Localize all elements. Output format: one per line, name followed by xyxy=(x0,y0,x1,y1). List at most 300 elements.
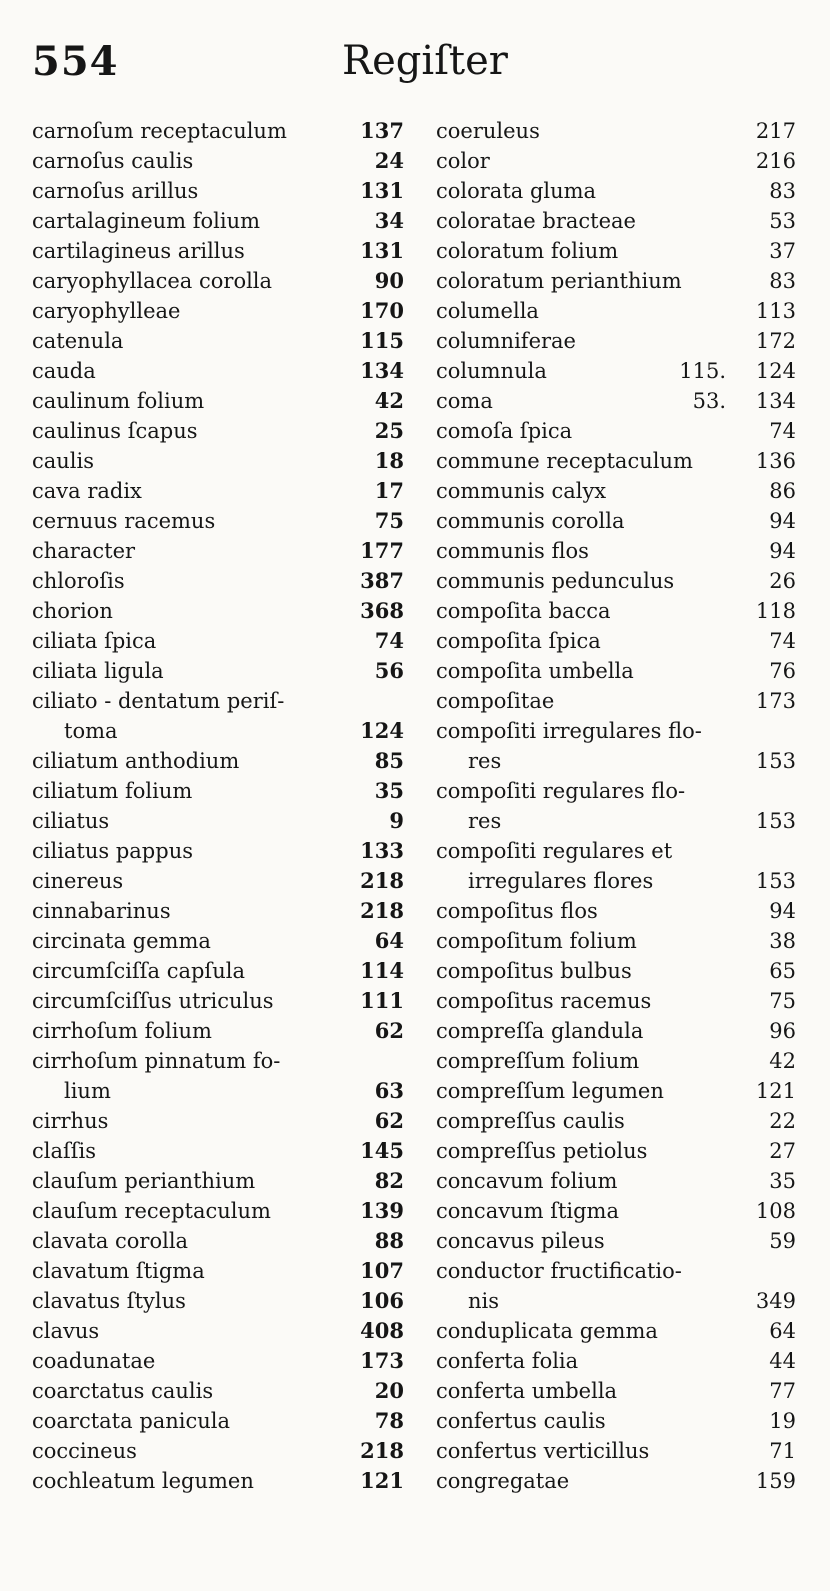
index-line xyxy=(32,896,404,926)
page-reference: 42 xyxy=(769,1049,796,1073)
index-entry xyxy=(436,206,796,236)
page-reference: 63 xyxy=(374,1078,404,1103)
index-line xyxy=(32,176,404,206)
page-reference: 153 xyxy=(755,869,796,893)
index-term: carnoſum receptaculum xyxy=(32,119,287,143)
index-line xyxy=(436,776,796,806)
index-term: catenula xyxy=(32,329,124,353)
index-term: lium xyxy=(64,1079,111,1103)
index-entry xyxy=(32,806,404,836)
page-reference: 35 xyxy=(374,778,404,803)
page-reference: 24 xyxy=(374,148,404,173)
page-reference: 177 xyxy=(360,538,404,563)
index-term: conferta umbella xyxy=(436,1379,618,1403)
index-line xyxy=(436,1076,796,1106)
index-line xyxy=(436,296,796,326)
index-entry xyxy=(32,1316,404,1346)
index-line xyxy=(436,596,796,626)
page-reference: 139 xyxy=(360,1198,404,1223)
index-entry xyxy=(436,146,796,176)
index-term: clavatus ſtylus xyxy=(32,1289,186,1313)
index-entry xyxy=(436,956,796,986)
page-reference: 22 xyxy=(769,1109,796,1133)
page-reference: 64 xyxy=(769,1319,796,1343)
page-reference: 90 xyxy=(374,268,404,293)
page-reference: 114 xyxy=(360,958,404,983)
index-line xyxy=(436,476,796,506)
index-entry xyxy=(436,416,796,446)
page-reference: 74 xyxy=(769,629,796,653)
index-term: compoſitus racemus xyxy=(436,989,652,1013)
index-entry xyxy=(32,446,404,476)
index-entry xyxy=(32,1046,404,1106)
index-term: concavum folium xyxy=(436,1169,618,1193)
page-reference: 170 xyxy=(360,298,404,323)
index-entry xyxy=(32,236,404,266)
index-entry xyxy=(436,1016,796,1046)
index-term: ciliatus xyxy=(32,809,110,833)
page-reference: 78 xyxy=(374,1408,404,1433)
index-line xyxy=(32,926,404,956)
index-column-right xyxy=(436,116,796,1496)
index-entry xyxy=(32,206,404,236)
index-term: columella xyxy=(436,299,539,323)
index-entry xyxy=(32,626,404,656)
page-reference: 134 xyxy=(360,358,404,383)
index-term: caulinus ſcapus xyxy=(32,419,198,443)
index-term: cauda xyxy=(32,359,96,383)
index-term: conduplicata gemma xyxy=(436,1319,658,1343)
index-entry xyxy=(32,296,404,326)
page-reference: 136 xyxy=(755,449,796,473)
page-reference: 121 xyxy=(755,1079,796,1103)
index-line xyxy=(32,506,404,536)
index-entry xyxy=(32,356,404,386)
index-line xyxy=(32,566,404,596)
index-term: compreſſa glandula xyxy=(436,1019,644,1043)
index-line xyxy=(32,1376,404,1406)
index-term: coarctatus caulis xyxy=(32,1379,214,1403)
index-line xyxy=(32,986,404,1016)
index-term: chorion xyxy=(32,599,113,623)
index-line xyxy=(436,1346,796,1376)
index-entry xyxy=(436,1166,796,1196)
index-term: conferta folia xyxy=(436,1349,579,1373)
page-reference: 173 xyxy=(360,1348,404,1373)
page-number: 554 xyxy=(32,38,119,85)
index-entry xyxy=(32,386,404,416)
page-reference: 131 xyxy=(360,178,404,203)
page-reference: 94 xyxy=(769,539,796,563)
index-term: irregulares flores xyxy=(468,869,654,893)
index-entry xyxy=(436,1106,796,1136)
page-reference: 153 xyxy=(755,749,796,773)
index-line xyxy=(32,746,404,776)
index-line xyxy=(32,446,404,476)
index-line xyxy=(436,656,796,686)
index-line xyxy=(436,926,796,956)
index-entry xyxy=(436,1076,796,1106)
index-entry xyxy=(436,1046,796,1076)
page-reference: 75 xyxy=(769,989,796,1013)
page-reference: 387 xyxy=(360,568,404,593)
index-term: circumſciſſa capſula xyxy=(32,959,245,983)
index-entry xyxy=(436,236,796,266)
index-line xyxy=(436,896,796,926)
index-entry xyxy=(32,1256,404,1286)
index-line xyxy=(32,776,404,806)
index-term: compoſitum folium xyxy=(436,929,637,953)
page-reference: 133 xyxy=(360,838,404,863)
index-term: coma xyxy=(436,389,493,413)
index-term: clauſum receptaculum xyxy=(32,1199,271,1223)
index-line xyxy=(436,1286,796,1316)
page-reference: 86 xyxy=(769,479,796,503)
index-term: columniferae xyxy=(436,329,576,353)
page-reference: 96 xyxy=(769,1019,796,1043)
index-line xyxy=(436,1166,796,1196)
index-line xyxy=(32,1346,404,1376)
page-reference: 153 xyxy=(755,809,796,833)
page-reference: 218 xyxy=(360,898,404,923)
index-line xyxy=(32,266,404,296)
index-term: carnoſus arillus xyxy=(32,179,199,203)
index-term: compoſiti regulares et xyxy=(436,839,673,863)
index-entry xyxy=(32,1196,404,1226)
page-reference: 19 xyxy=(769,1409,796,1433)
index-term: colorata gluma xyxy=(436,179,597,203)
index-line xyxy=(436,1376,796,1406)
index-entry xyxy=(436,1436,796,1466)
index-term: columnula xyxy=(436,359,547,383)
page-reference: 124 xyxy=(360,718,404,743)
index-term: compoſitus flos xyxy=(436,899,598,923)
index-term: compoſitae xyxy=(436,689,555,713)
index-term: clauſum perianthium xyxy=(32,1169,256,1193)
index-line xyxy=(32,956,404,986)
index-line xyxy=(32,476,404,506)
index-term: caulinum folium xyxy=(32,389,205,413)
page-reference: 218 xyxy=(360,868,404,893)
index-line xyxy=(32,236,404,266)
index-term: coloratum folium xyxy=(436,239,619,263)
index-term: commune receptaculum xyxy=(436,449,693,473)
index-term: cirrhoſum pinnatum fo- xyxy=(32,1049,281,1073)
index-term: carnoſus caulis xyxy=(32,149,194,173)
index-entry xyxy=(436,986,796,1016)
index-entry xyxy=(32,536,404,566)
page-reference: 74 xyxy=(769,419,796,443)
index-line xyxy=(436,866,796,896)
index-term: cirrhoſum folium xyxy=(32,1019,212,1043)
index-line xyxy=(436,806,796,836)
page-reference: 145 xyxy=(360,1138,404,1163)
index-entry xyxy=(436,776,796,836)
index-entry xyxy=(32,1466,404,1496)
index-entry xyxy=(436,1226,796,1256)
index-line xyxy=(436,326,796,356)
index-term: caulis xyxy=(32,449,95,473)
index-term: communis flos xyxy=(436,539,589,563)
page-reference: 172 xyxy=(755,329,796,353)
page-reference: 20 xyxy=(374,1378,404,1403)
index-line xyxy=(32,1406,404,1436)
index-term: comoſa ſpica xyxy=(436,419,573,443)
index-entry xyxy=(32,176,404,206)
index-term: ciliata ſpica xyxy=(32,629,157,653)
index-term: caryophyllacea corolla xyxy=(32,269,273,293)
index-line xyxy=(436,506,796,536)
index-term: communis calyx xyxy=(436,479,607,503)
index-entry xyxy=(32,776,404,806)
index-term: ciliatum anthodium xyxy=(32,749,240,773)
index-line xyxy=(436,206,796,236)
index-term: ciliatus pappus xyxy=(32,839,193,863)
index-line xyxy=(436,1136,796,1166)
index-term: coloratum perianthium xyxy=(436,269,682,293)
index-line xyxy=(436,386,796,416)
index-line xyxy=(436,536,796,566)
index-entry xyxy=(436,1256,796,1316)
index-line xyxy=(32,206,404,236)
index-entry xyxy=(436,266,796,296)
index-entry xyxy=(32,1136,404,1166)
index-entry xyxy=(436,596,796,626)
index-entry xyxy=(32,686,404,746)
index-line xyxy=(32,1196,404,1226)
index-line xyxy=(32,1436,404,1466)
page-reference: 75 xyxy=(374,508,404,533)
page-reference: 118 xyxy=(755,599,796,623)
index-term: compoſiti irregulares flo- xyxy=(436,719,702,743)
page-reference: 65 xyxy=(769,959,796,983)
index-term: circinata gemma xyxy=(32,929,211,953)
page-reference: 44 xyxy=(769,1349,796,1373)
page-reference: 38 xyxy=(769,929,796,953)
page-reference: 217 xyxy=(755,119,796,143)
page-reference: 131 xyxy=(360,238,404,263)
index-term: color xyxy=(436,149,490,173)
index-line xyxy=(436,416,796,446)
index-term: concavum ſtigma xyxy=(436,1199,619,1223)
index-term: ciliata ligula xyxy=(32,659,164,683)
index-line xyxy=(436,266,796,296)
index-entry xyxy=(436,1406,796,1436)
index-line xyxy=(436,1016,796,1046)
index-entry xyxy=(436,296,796,326)
index-line xyxy=(32,1106,404,1136)
index-term: confertus verticillus xyxy=(436,1439,650,1463)
page-reference: 64 xyxy=(374,928,404,953)
index-line xyxy=(32,866,404,896)
index-line xyxy=(436,446,796,476)
index-term: congregatae xyxy=(436,1469,570,1493)
index-term: cartilagineus arillus xyxy=(32,239,245,263)
index-line xyxy=(32,626,404,656)
page-reference: 35 xyxy=(769,1169,796,1193)
index-entry xyxy=(32,476,404,506)
index-entry xyxy=(436,626,796,656)
index-term: conductor fructificatio- xyxy=(436,1259,682,1283)
index-entry xyxy=(436,896,796,926)
index-line xyxy=(436,1196,796,1226)
page-reference: 83 xyxy=(769,269,796,293)
index-term: character xyxy=(32,539,136,563)
page-reference: 26 xyxy=(769,569,796,593)
index-term: communis pedunculus xyxy=(436,569,675,593)
index-entry xyxy=(436,1196,796,1226)
index-term: communis corolla xyxy=(436,509,625,533)
index-line xyxy=(32,386,404,416)
index-entry xyxy=(32,1346,404,1376)
index-line xyxy=(436,1436,796,1466)
index-term: clavatum ſtigma xyxy=(32,1259,205,1283)
index-entry xyxy=(436,506,796,536)
index-term: compreſſum folium xyxy=(436,1049,640,1073)
index-term: circumſciſſus utriculus xyxy=(32,989,274,1013)
index-entry xyxy=(436,656,796,686)
index-term: clavata corolla xyxy=(32,1229,189,1253)
index-entry xyxy=(436,446,796,476)
index-term: compreſſus caulis xyxy=(436,1109,625,1133)
index-term: caryophylleae xyxy=(32,299,181,323)
index-entry xyxy=(436,476,796,506)
index-term: compoſiti regulares flo- xyxy=(436,779,686,803)
page-reference: 77 xyxy=(769,1379,796,1403)
page-reference: 88 xyxy=(374,1228,404,1253)
page-reference: 349 xyxy=(755,1289,796,1313)
index-line xyxy=(436,686,796,716)
page-reference: 17 xyxy=(374,478,404,503)
page-reference: 94 xyxy=(769,509,796,533)
index-line xyxy=(32,1466,404,1496)
index-term: cinereus xyxy=(32,869,124,893)
page-reference: 106 xyxy=(360,1288,404,1313)
index-entry xyxy=(32,986,404,1016)
index-term: ciliatum folium xyxy=(32,779,193,803)
index-line xyxy=(32,1136,404,1166)
index-line xyxy=(436,986,796,1016)
index-term: concavus pileus xyxy=(436,1229,605,1253)
index-line xyxy=(32,536,404,566)
index-term: compoſita ſpica xyxy=(436,629,601,653)
page-header xyxy=(32,30,790,100)
page-reference: 216 xyxy=(755,149,796,173)
page-reference: 42 xyxy=(374,388,404,413)
page-reference: 124 xyxy=(755,359,796,383)
index-line xyxy=(436,236,796,266)
page-reference: 76 xyxy=(769,659,796,683)
index-column-left xyxy=(32,116,404,1496)
index-entry xyxy=(32,656,404,686)
index-entry xyxy=(32,116,404,146)
index-line xyxy=(32,1076,404,1106)
index-term: coeruleus xyxy=(436,119,540,143)
index-entry xyxy=(32,566,404,596)
index-entry xyxy=(436,326,796,356)
index-line xyxy=(32,1016,404,1046)
index-term: cirrhus xyxy=(32,1109,109,1133)
index-entry xyxy=(436,356,796,386)
index-term: compreſſum legumen xyxy=(436,1079,664,1103)
page-reference: 18 xyxy=(374,448,404,473)
page-title: Regiſter xyxy=(342,38,508,84)
index-entry xyxy=(32,1286,404,1316)
index-entry xyxy=(32,1436,404,1466)
page-reference: 218 xyxy=(360,1438,404,1463)
index-entry xyxy=(436,686,796,716)
index-term: claſſis xyxy=(32,1139,97,1163)
index-term: coccineus xyxy=(32,1439,137,1463)
index-entry xyxy=(436,176,796,206)
index-term: res xyxy=(468,809,502,833)
page-reference: 37 xyxy=(769,239,796,263)
index-term: cava radix xyxy=(32,479,142,503)
page-reference: 159 xyxy=(755,1469,796,1493)
page-reference: 59 xyxy=(769,1229,796,1253)
index-line xyxy=(436,956,796,986)
index-entry xyxy=(32,1106,404,1136)
index-entry xyxy=(32,746,404,776)
page-reference: 62 xyxy=(374,1108,404,1133)
index-entry xyxy=(436,926,796,956)
index-entry xyxy=(436,386,796,416)
index-term: toma xyxy=(64,719,118,743)
index-entry xyxy=(32,326,404,356)
index-entry xyxy=(32,896,404,926)
index-entry xyxy=(32,926,404,956)
page-reference: 134 xyxy=(755,389,796,413)
index-term: coadunatae xyxy=(32,1349,156,1373)
index-line xyxy=(436,1256,796,1286)
index-entry xyxy=(32,866,404,896)
index-line xyxy=(32,1226,404,1256)
page-reference: 53 xyxy=(769,209,796,233)
index-entry xyxy=(436,116,796,146)
index-line xyxy=(436,716,796,746)
index-term: cochleatum legumen xyxy=(32,1469,254,1493)
index-line xyxy=(32,836,404,866)
index-line xyxy=(32,1286,404,1316)
page-reference: 108 xyxy=(755,1199,796,1223)
page-reference: 121 xyxy=(360,1468,404,1493)
index-line xyxy=(32,1256,404,1286)
index-line xyxy=(436,1466,796,1496)
index-entry xyxy=(32,416,404,446)
index-line xyxy=(32,326,404,356)
index-line xyxy=(32,416,404,446)
index-entry xyxy=(32,506,404,536)
index-entry xyxy=(436,1346,796,1376)
index-entry xyxy=(32,596,404,626)
index-line xyxy=(436,1106,796,1136)
page-reference: 408 xyxy=(360,1318,404,1343)
index-entry xyxy=(32,1376,404,1406)
index-term: nis xyxy=(468,1289,500,1313)
index-line xyxy=(32,146,404,176)
index-line xyxy=(436,176,796,206)
page-reference: 107 xyxy=(360,1258,404,1283)
page-reference: 137 xyxy=(360,118,404,143)
index-line xyxy=(436,566,796,596)
page-reference: 115. xyxy=(679,359,726,383)
index-term: cernuus racemus xyxy=(32,509,216,533)
page-reference: 173 xyxy=(755,689,796,713)
index-term: confertus caulis xyxy=(436,1409,606,1433)
page-reference: 83 xyxy=(769,179,796,203)
index-line xyxy=(32,1046,404,1076)
index-entry xyxy=(32,956,404,986)
